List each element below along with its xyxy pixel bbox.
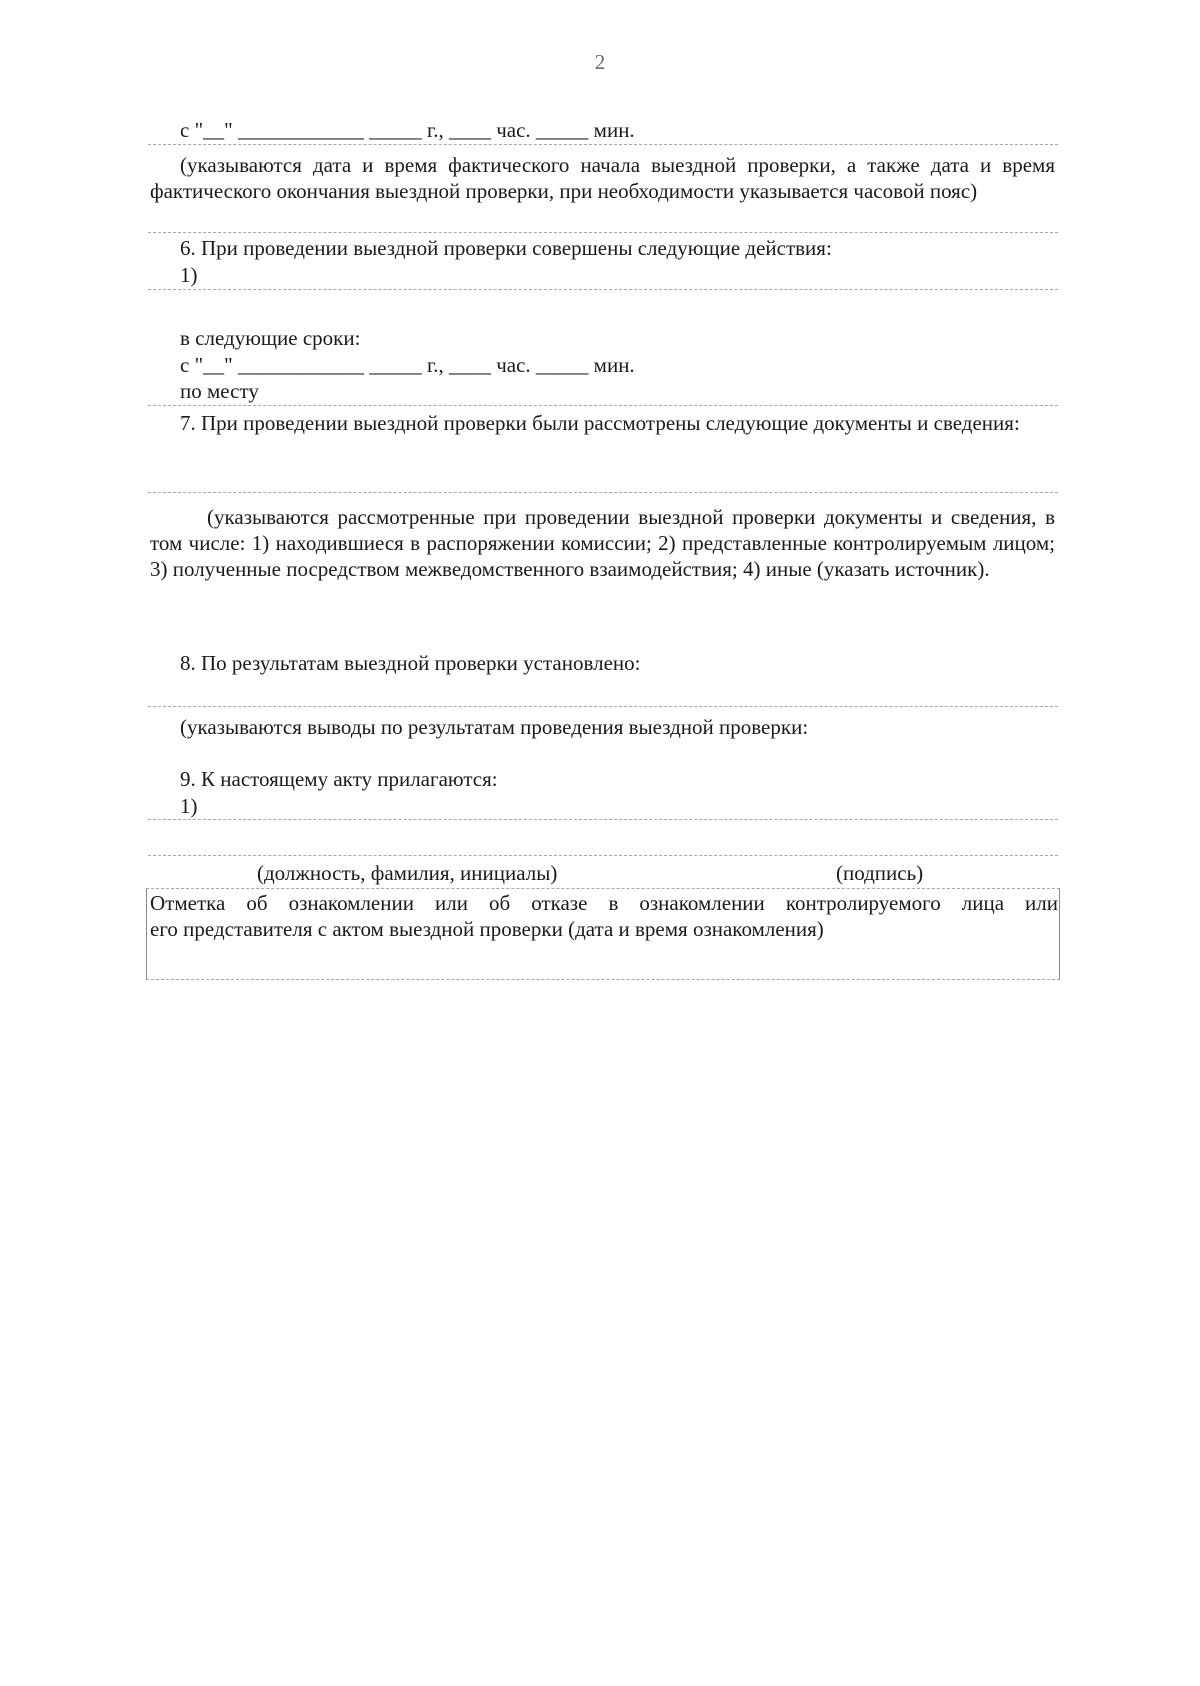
acknowledgement-line-2: его представителя с актом выездной проверки (дата и время ознакомления) [150, 917, 824, 941]
separator-line [148, 492, 1058, 493]
separator-line [148, 855, 1058, 856]
date-time-line: с "__" ____________ _____ г., ____ час. _____ мин. [180, 118, 635, 142]
section6-place-label: по месту [180, 379, 259, 403]
separator-line [148, 144, 1058, 145]
section6-heading: 6. При проведении выездной проверки совершены следующие действия: [180, 236, 832, 260]
page-number: 2 [594, 50, 606, 74]
dates-note: (указываются дата и время фактического начала выездной проверки, а также дата и время фактического окончания выездной проверки, при необходимости указывается часовой пояс) [150, 153, 1055, 203]
section9-heading: 9. К настоящему акту прилагаются: [180, 767, 498, 791]
separator-line [148, 232, 1058, 233]
section6-terms-label: в следующие сроки: [180, 326, 361, 350]
separator-line [148, 289, 1058, 290]
section6-item-1: 1) [180, 263, 198, 287]
section8-heading: 8. По результатам выездной проверки установлено: [180, 651, 641, 675]
section7-heading: 7. При проведении выездной проверки были рассмотрены следующие документы и сведения: [180, 411, 1020, 435]
position-name-label: (должность, фамилия, инициалы) [257, 861, 558, 885]
section9-item-1: 1) [180, 794, 198, 818]
signature-label: (подпись) [836, 861, 924, 885]
section7-note: (указываются рассмотренные при проведении выездной проверки документы и сведения, в том числе: 1) находившиеся в распоряжении комиссии; 2) представленные контролируемым лицом; 3) полученные посредством межведомственного взаимодействия; 4) иные (указать источник). [150, 505, 1055, 581]
separator-line [148, 405, 1058, 406]
section6-date-line: с "__" ____________ _____ г., ____ час. _____ мин. [180, 353, 635, 377]
acknowledgement-line-1: Отметка об ознакомлении или об отказе в ознакомлении контролируемого лица или [150, 891, 1058, 915]
separator-line [148, 819, 1058, 820]
section8-note: (указываются выводы по результатам проведения выездной проверки: [180, 715, 809, 739]
separator-line [148, 706, 1058, 707]
acknowledgement-text [150, 890, 1058, 942]
